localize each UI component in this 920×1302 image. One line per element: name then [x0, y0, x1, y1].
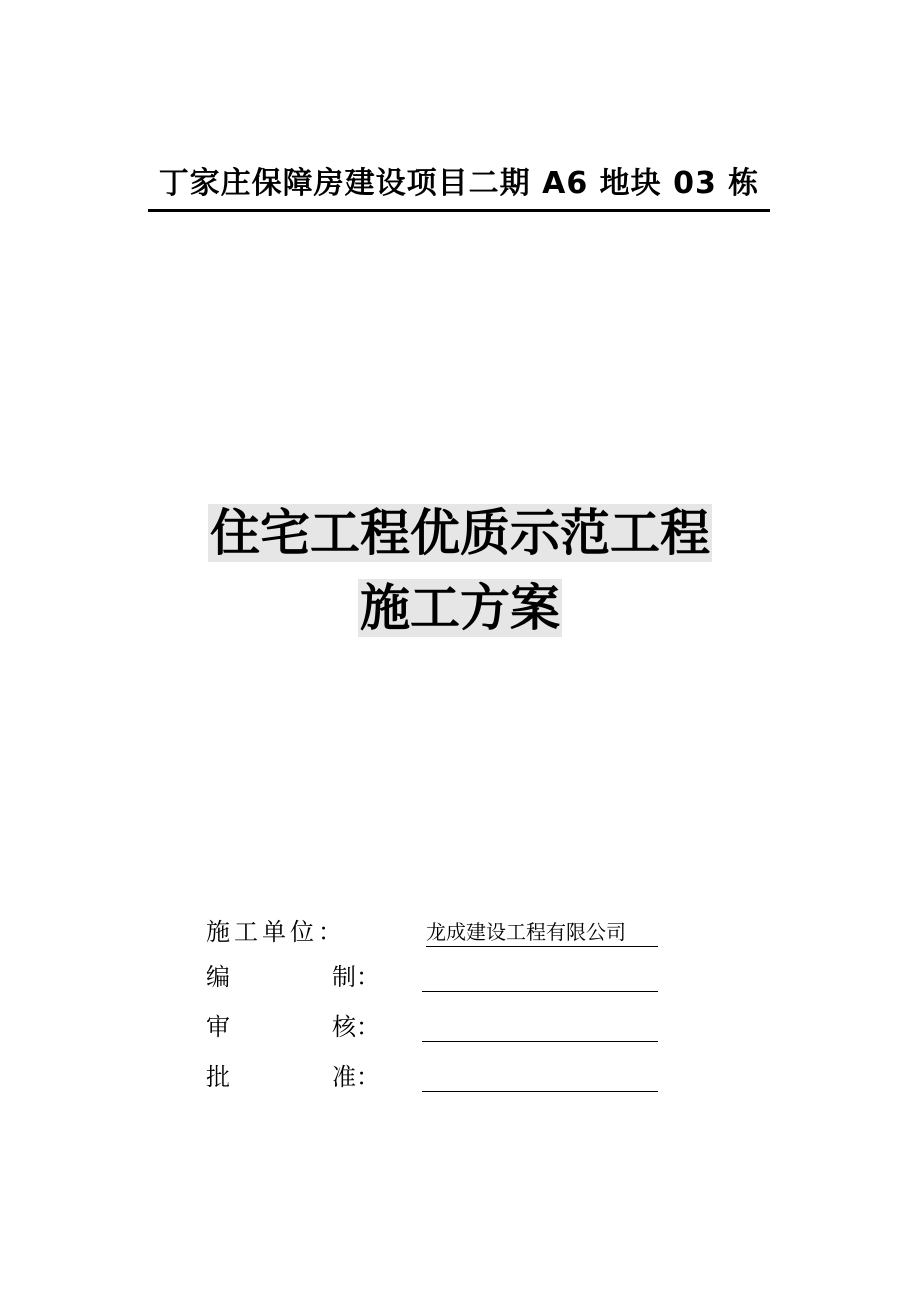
compile-row: [206, 957, 676, 997]
construction-unit-row: [206, 912, 676, 952]
compile-field[interactable]: [422, 957, 658, 992]
construction-unit-value: 龙成建设工程有限公司: [426, 920, 626, 944]
construction-unit-underline: [426, 946, 658, 947]
approve-label-first: 批: [206, 1063, 230, 1091]
project-title-underline: [148, 209, 770, 212]
main-title-line2: [0, 573, 920, 643]
review-label-second: 核：: [332, 1013, 380, 1041]
main-title-line1-text: 住宅工程优质示范工程: [210, 504, 710, 562]
review-row: [206, 1007, 676, 1047]
approve-row: [206, 1057, 676, 1097]
construction-unit-label: 施工单位：: [206, 918, 346, 946]
approve-field[interactable]: [422, 1057, 658, 1092]
main-title-line1: [0, 498, 920, 568]
main-title-line2-text: 施工方案: [360, 579, 560, 637]
review-field[interactable]: [422, 1007, 658, 1042]
approve-label-second: 准：: [332, 1063, 380, 1091]
compile-label-first: 编: [206, 963, 230, 991]
review-label-first: 审: [206, 1013, 230, 1041]
project-title: 丁家庄保障房建设项目二期 A6 地块 03 栋: [158, 166, 760, 201]
compile-label-second: 制：: [332, 963, 380, 991]
